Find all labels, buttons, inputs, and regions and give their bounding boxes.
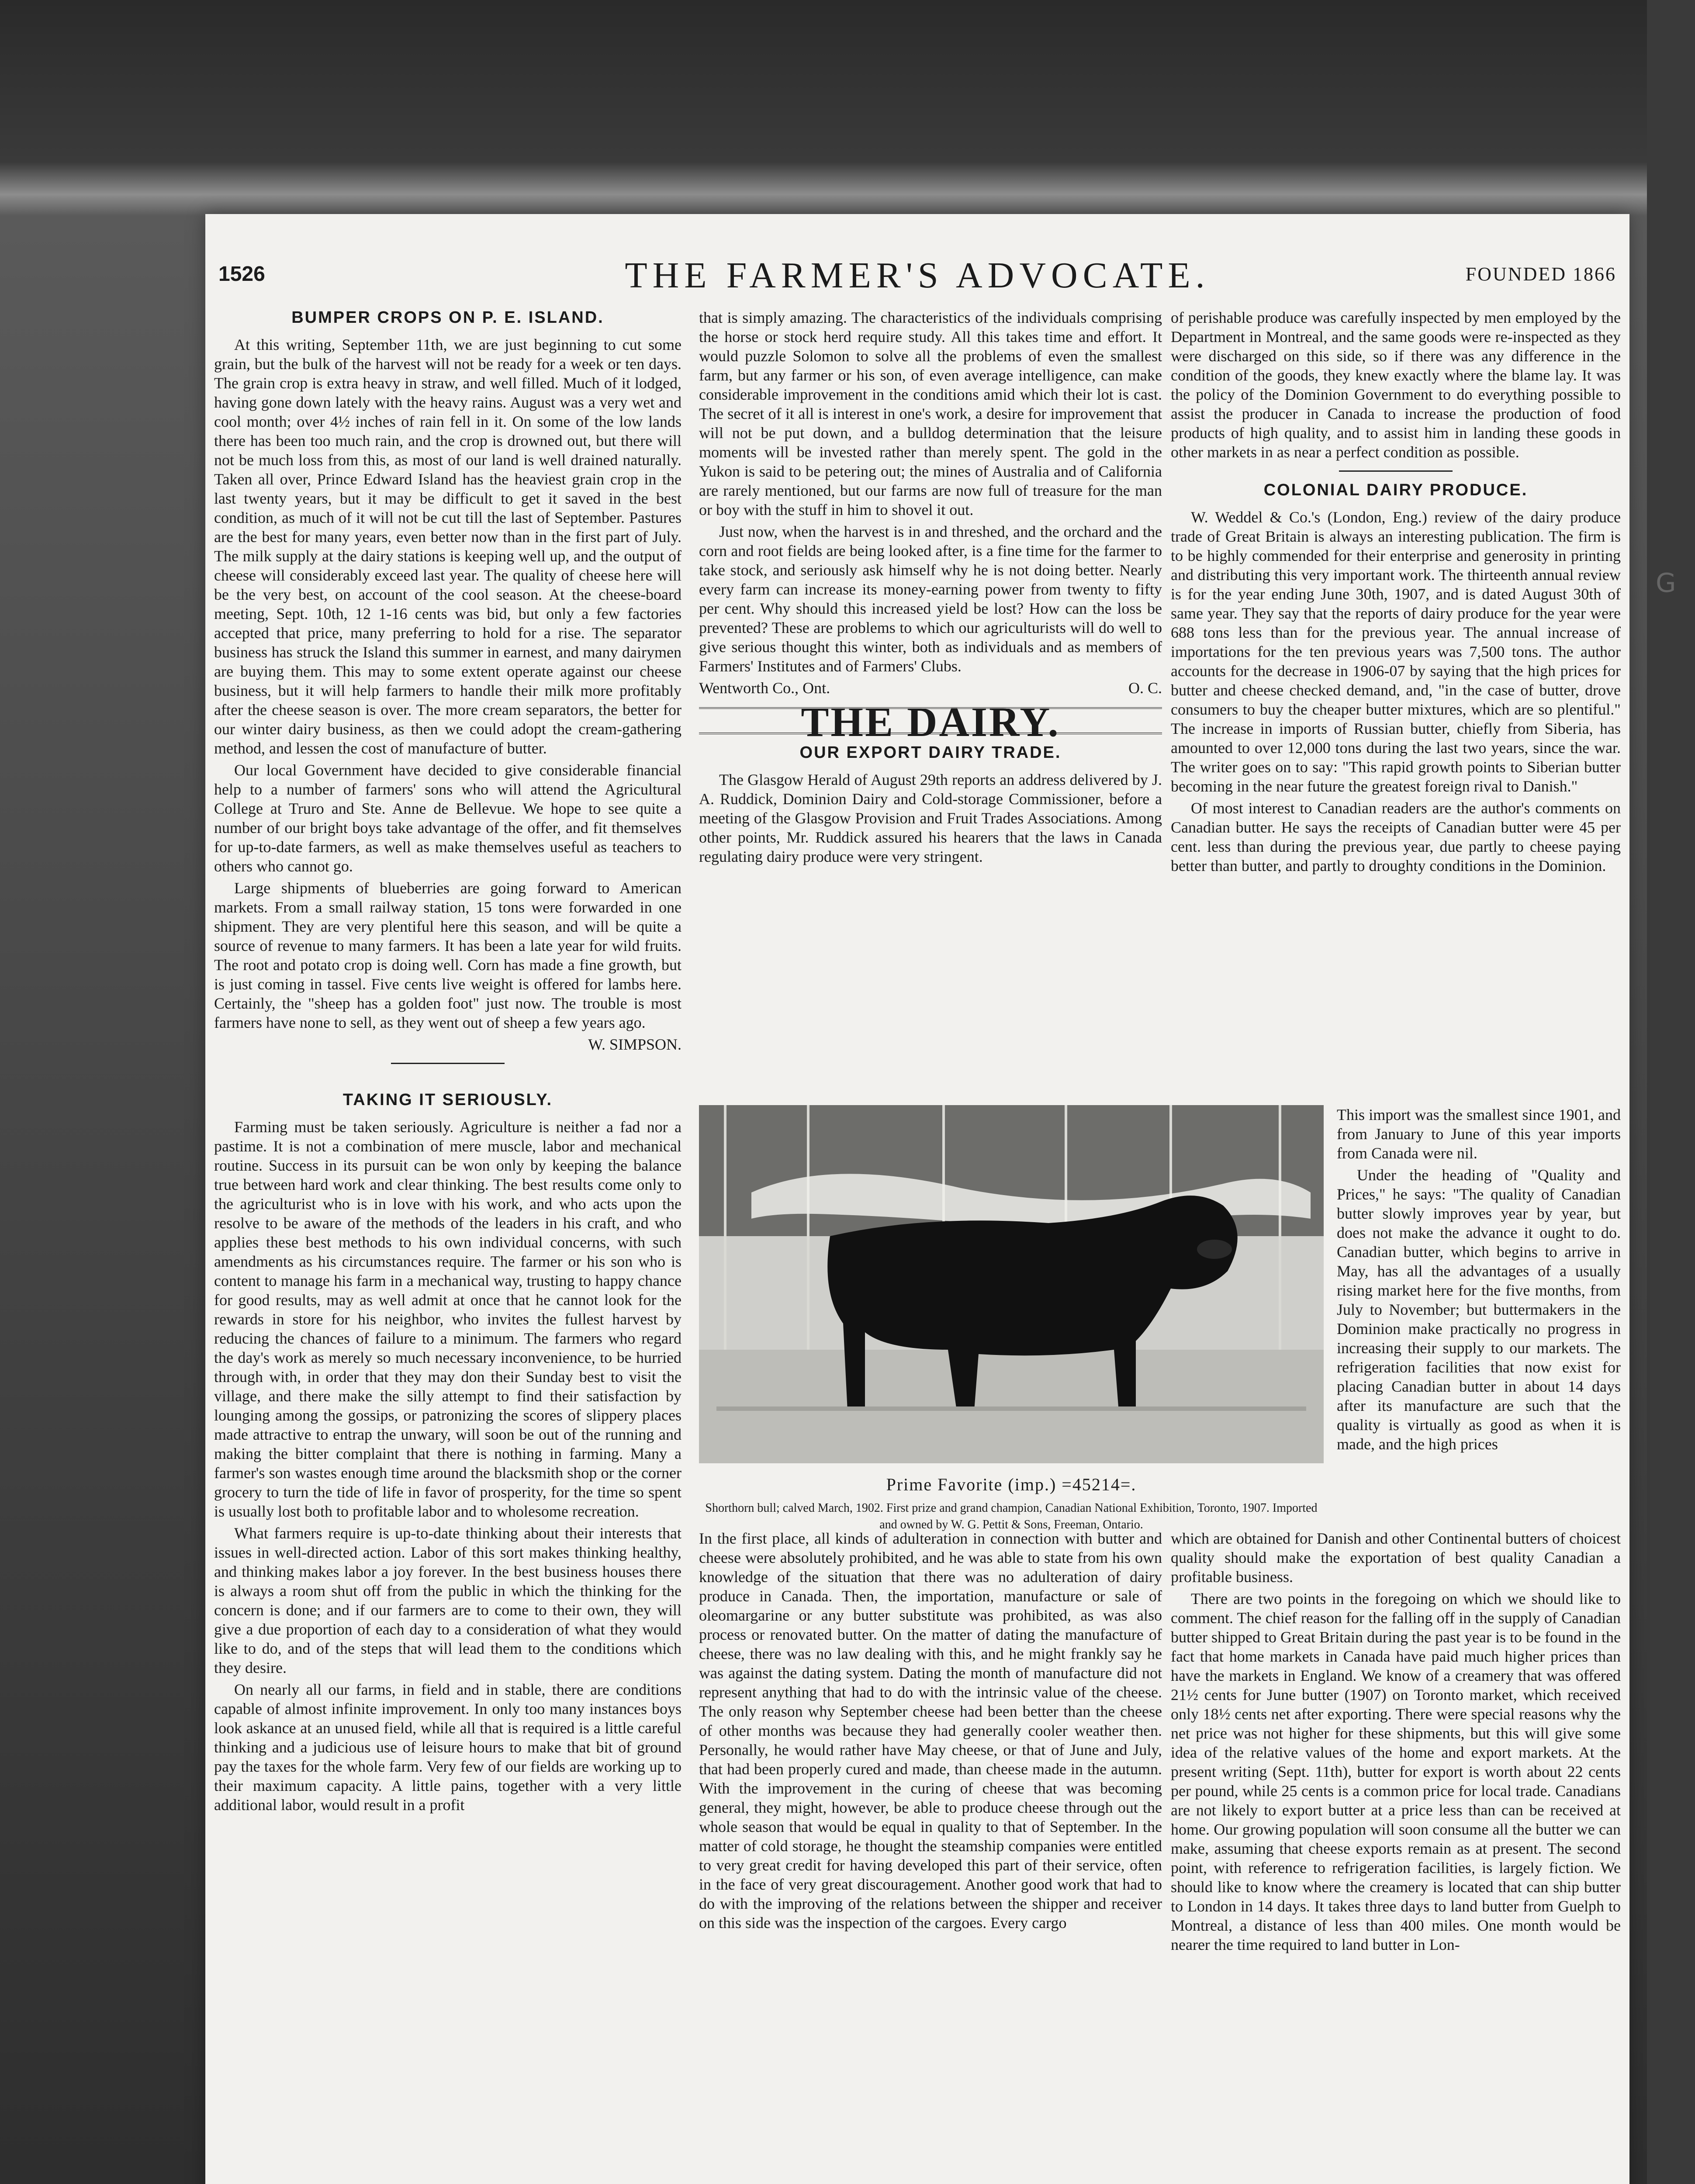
signature-row (699, 678, 1162, 698)
signature-place: Wentworth Co., Ont. (699, 679, 830, 697)
paragraph: In the first place, all kinds of adulteration in connection with butter and cheese were absolutely prohibited, and he was able to state from his own knowledge of the situation that there was no adulteration of dairy produce in Canada. Then, the importation, manufacture or sale of oleomargarine or any butter substitute was prohibited, as was also process or renovated butter. On the matter of dating the manufacture of cheese, there was no law dealing with this, and he might frankly say he was against the dating system. Dating the month of manufacture did not represent anything that had to do with the intrinsic value of the cheese. The only reason why September cheese had been better than the cheese of other months was because they had generally cooler weather then. Personally, he would rather have May cheese, or that of June and July, that had been properly cured and made, than cheese made in the autumn. With the improvement in the curing of cheese that was becoming general, they might, however, be able to produce cheese through out the whole season that would be equal in quality to that of September. In the matter of cold storage, he thought the steamship companies were entitled to very great credit for having developed this part of their service, often in the face of very great discouragement. Another good work that had to do with the improving of the relations between the shipper and receiver on this side was the inspection of the cargoes. Every cargo (699, 1530, 1162, 1932)
paragraph: There are two points in the foregoing on which we should like to comment. The chief reason for the falling off in the supply of Canadian butter shipped to Great Britain during the past year is to be found in the fact that home markets in Canada have paid much higher prices than have the markets in England. We know of a creamery that was offered 21½ cents for June butter (1907) on Toronto market, which received only 18½ cents net after exporting. There were special reasons why the net price was not higher for these shipments, but this will give some idea of the relative values of the home and export markets. At the present writing (Sept. 11th), butter for export is worth about 22 cents per pound, while 25 cents is a common price for local trade. Canadians are not likely to export butter at a price less than can be received at home. Our growing population will soon consume all the butter we can make, assuming that cheese exports remain as at present. The second point, with reference to refrigeration facilities, is largely fiction. We should like to know where the creamery is located that can ship butter to London in 14 days. It takes three days to land butter from Guelph to Montreal, a distance of less than 400 miles. One month would be nearer the time required to land butter in Lon- (1171, 1590, 1621, 1953)
paragraph: Farming must be taken seriously. Agriculture is neither a fad nor a pastime. It is not a combination of mere muscle, labor and mechanical routine. Success in its pursuit can be won only by keeping the balance true between hard work and clear thinking. The best results come only to the agriculturist who is in love with his work, and who acts upon the resolve to be aware of the methods of the leaders in his craft, and who applies these best methods to his own individual concerns, with such amendments as his circumstances require. The farmer or his son who is content to manage his farm in a mechanical way, trusting to happy chance for good results, may as well admit at once that he cannot look for the rewards in store for his neighbor, who invites the fullest harvest by reducing the chances of failure to a minimum. The farmers who regard the day's work as merely so much necessary inconvenience, to be hurried through with, in order that they may don their Sunday best to visit the village, and there make the silly attempt to find their satisfaction by lounging among the gossips, or patronizing the scores of slippery places made attractive to entrap the unwary, will soon be out of the running and making the bitter complaint that there is nothing in farming. Many a farmer's son wastes enough time around the blacksmith shop or the corner grocery to turn the tide of life in favor of prosperity, for the time so spent is usually lost both to profitable labor and to wholesome recreation. (214, 1118, 681, 1520)
divider (1339, 470, 1453, 472)
paragraph: What farmers require is up-to-date thinking about their interests that issues in well-directed action. Labor of this sort makes thinking healthy, and thinking makes labor a joy forever. In the best business houses there is always a room shut off from the public in which the thinking for the concern is done; and if our farmers are to come to their own, they will give a due proportion of each day to a consideration of what they would like to do, and of the steps that will lead them to the conditions which they desire. (214, 1524, 681, 1676)
margin-mark: G (1656, 568, 1676, 598)
column-right (1171, 308, 1621, 878)
column-narrow (1337, 1105, 1621, 1456)
signature-initials: O. C. (1128, 679, 1162, 697)
article-heading-bumper-crops: BUMPER CROPS ON P. E. ISLAND. (291, 308, 604, 327)
section-title-dairy: THE DAIRY. (699, 707, 1162, 734)
article-heading-taking-it-seriously: TAKING IT SERIOUSLY. (342, 1091, 553, 1109)
divider (391, 1063, 505, 1064)
column-middle (699, 308, 1162, 869)
paragraph: This import was the smallest since 1901, and from January to June of this year imports from Canada were nil. (1337, 1106, 1621, 1162)
founded-label: FOUNDED 1866 (1465, 263, 1616, 285)
paragraph: of perishable produce was carefully inspected by men employed by the Department in Montreal, and the same goods were re-inspected as they were discharged on this side, so if there was any difference in the condition of the goods, they knew exactly where the blame lay. It was the policy of the Dominion Government to do everything possible to assist the producer in Canada to increase the production of food products of high quality, and to assist him in landing these goods in other markets in as near a perfect condition as possible. (1171, 309, 1621, 461)
paragraph: On nearly all our farms, in field and in stable, there are conditions capable of almost infinite improvement. In only too many instances boys look askance at an unused field, while all that is required is a little careful thinking and a judicious use of leisure hours to make that bit of ground pay the taxes for the whole farm. Very few of our fields are working up to their maximum capacity. A little pains, together with a very little additional labor, would result in a profit (214, 1681, 681, 1814)
paragraph: The Glasgow Herald of August 29th reports an address delivered by J. A. Ruddick, Dominion Dairy and Cold-storage Commissioner, before a meeting of the Glasgow Provision and Fruit Trades Associations. Among other points, Mr. Ruddick assured his hearers that the laws in Canada regulating dairy produce were very stringent. (699, 771, 1162, 865)
bull-illustration (699, 1105, 1324, 1463)
scanner-edge (1647, 0, 1695, 2184)
page-number: 1526 (218, 263, 265, 286)
paragraph: that is simply amazing. The characteristics of the individuals comprising the horse or stock herd require study. All this takes time and effort. It would puzzle Solomon to solve all the problems of even the smallest farm, but any farmer or his son, of even average intelligence, can make considerable improvement in the conditions amid which their lot is cast. The secret of it all is interest in one's work, a desire for improvement that will not be put down, and a bulldog determination that the leisure moments will be invested rather than merely spent. The gold in the Yukon is said to be petering out; the mines of Australia and of California are rarely mentioned, but our farms are now full of treasure for the man or boy with the stuff in him to shovel it out. (699, 309, 1162, 518)
author-signature: W. SIMPSON. (588, 1036, 681, 1053)
paragraph: Of most interest to Canadian readers are the author's comments on Canadian butter. He says the receipts of Canadian butter were 45 per cent. less than during the previous year, due partly to cheese paying better than butter, and partly to droughty conditions in the Dominion. (1171, 799, 1621, 874)
column-left (214, 308, 681, 1817)
masthead: THE FARMER'S ADVOCATE. (625, 255, 1210, 296)
paragraph: which are obtained for Danish and other Continental butters of choicest quality should make the exportation of best quality Canadian a profitable business. (1171, 1530, 1621, 1586)
column-lower-right (1171, 1529, 1621, 1957)
article-heading-export-dairy: OUR EXPORT DAIRY TRADE. (799, 743, 1062, 762)
paragraph: Just now, when the harvest is in and threshed, and the orchard and the corn and root fields are being looked after, is a fine time for the farmer to take stock, and seriously ask himself why he is not doing better. Nearly every farm can increase its money-earning power from twenty to fifty per cent. Why should this increased yield be lost? How can the loss be prevented? These are problems to which our agriculturists will do well to give serious thought this winter, both as individuals and as members of Farmers' Institutes and of Farmers' Clubs. (699, 523, 1162, 675)
column-lower-middle (699, 1529, 1162, 1935)
paragraph: At this writing, September 11th, we are just beginning to cut some grain, but the bulk of the harvest will not be ready for a week or ten days. The grain crop is extra heavy in straw, and well filled. Much of it lodged, having gone down lately with the heavy rains. August was a very wet and cool month; over 4½ inches of rain fell in it. On some of the low lands there has been too much rain, and the crop is drowned out, but there will not be much loss from this, as most of our land is well drained naturally. Taken all over, Prince Edward Island has the heaviest grain crop in the last twenty years, but it may be difficult to get it saved in the best condition, as much of it will not be cut till the last of September. Pastures are the best for many years, even better now than in the first part of July. The milk supply at the dairy stations is keeping well up, and the output of cheese will considerably exceed last year. The quality of cheese here will be the very best, on account of the cool season. At the cheese-board meeting, Sept. 10th, 12 1-16 cents was bid, but only a few factories accepted that price, many preferring to hold for a rise. The separator business has struck the Island this summer in earnest, and many dairymen are buying them. This may to some extent operate against our cheese business, but it will help farmers to handle their milk more profitably after the cheese season is over. The more cream separators, the better for our winter dairy business, as then we could adopt the cream-gathering method, and lessen the cost of manufacture of butter. (214, 336, 681, 757)
photo-caption (699, 1472, 1324, 1533)
paragraph: Our local Government have decided to give considerable financial help to a number of farmers' sons who will attend the Agricultural College at Truro and Ste. Anne de Bellevue. We hope to see quite a number of our bright boys take advantage of the offer, and fit themselves for up-to-date farmers, as well as make themselves useful as teachers to others who cannot go. (214, 761, 681, 875)
bull-photograph (699, 1105, 1324, 1463)
paragraph: Under the heading of "Quality and Prices," he says: "The quality of Canadian butter slowly improves year by year, but does not make the advance it ought to do. Canadian butter, which begins to arrive in May, has all the advantages of a usually rising market here for the five months, from July to November; but buttermakers in the Dominion make practically no progress in increasing their supply to our markets. The refrigeration facilities that now exist for placing Canadian butter in about 14 days after its manufacture are such that the quality is virtually as good as when it is made, and the high prices (1337, 1166, 1621, 1453)
newspaper-page (205, 214, 1629, 2184)
photo-caption-text: Shorthorn bull; calved March, 1902. First prize and grand champion, Canadian National Exhibition, Toronto, 1907. Imported and owned by W. G. Pettit & Sons, Freeman, Ontario. (705, 1501, 1318, 1531)
page-header (205, 214, 1629, 296)
photo-title: Prime Favorite (imp.) =45214=. (886, 1475, 1137, 1494)
article-heading-colonial-dairy: COLONIAL DAIRY PRODUCE. (1263, 481, 1528, 499)
paragraph: W. Weddel & Co.'s (London, Eng.) review of the dairy produce trade of Great Britain is always an interesting publication. The firm is to be highly commended for their enterprise and generosity in printing and distributing this very important work. The thirteenth annual review is for the year ending June 30th, 1907, and is dated August 30th of same year. They say that the reports of dairy produce for the year were 688 tons less than for the previous year. The annual increase of importations for the ten previous years was 7,500 tons. The author accounts for the decrease in 1906-07 by saying that the high prices for butter and cheese checked demand, and, "in the case of butter, drove consumers to buy the cheaper butter mixtures, which are so plentiful." The increase in imports of Russian butter, chiefly from Siberia, has amounted to over 12,000 tons during the last two years, since the war. The writer goes on to say: "This rapid growth points to Siberian butter becoming in the near future the greatest foreign rival to Danish." (1171, 508, 1621, 795)
paragraph: Large shipments of blueberries are going forward to American markets. From a small railway station, 15 tons were forwarded in one shipment. They are very plentiful here this season, and will be quite a source of revenue to many farmers. It has been a late year for wild fruits. The root and potato crop is doing well. Corn has made a fine growth, but is just coming in tassel. Five cents live weight is offered for lambs here. Certainly, the "sheep has a golden foot" just now. The trouble is most farmers have none to sell, as they went out of sheep a few years ago. (214, 879, 681, 1031)
